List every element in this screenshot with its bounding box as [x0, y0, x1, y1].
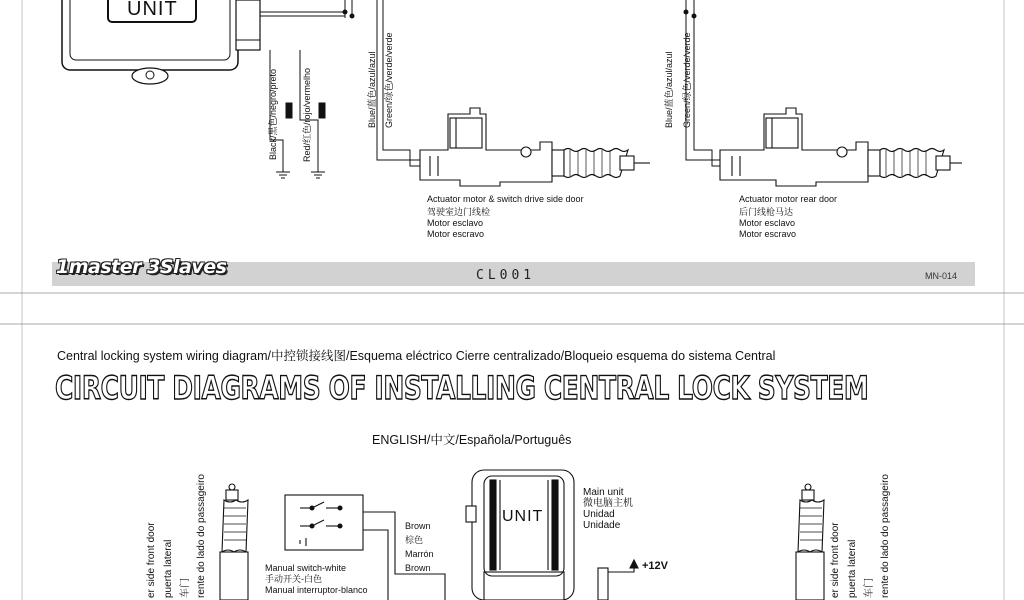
- footer-band: [52, 256, 975, 286]
- brown-wire-caption: [405, 519, 434, 575]
- band-code: CL001: [476, 268, 536, 283]
- diagram-title: CIRCUIT DIAGRAMS OF INSTALLING CENTRAL LOCK SYSTEM: [55, 369, 869, 407]
- green-wire-label-left: Green/绿色/verde/verde: [384, 32, 394, 128]
- actuator-drive-caption: [427, 194, 584, 240]
- bottom-unit-label: UNIT: [502, 508, 544, 525]
- left-door-label-3: 车门: [180, 578, 191, 598]
- caption-line: Motor esclavo: [739, 218, 796, 228]
- caption-line: Actuator motor rear door: [739, 194, 838, 204]
- caption-line: Unidad: [583, 509, 615, 520]
- caption-line: Motor escravo: [739, 229, 797, 239]
- diagram-subtitle: Central locking system wiring diagram/中控锁接线图/Esquema eléctrico Cierre centralizado/Bloqueio esquema do sistema Central: [57, 349, 776, 363]
- caption-line: Unidade: [583, 520, 621, 531]
- red-wire-label: Red/红色/rojo/vermelho: [302, 67, 312, 162]
- band-title: 1master 3Slaves: [56, 256, 227, 278]
- actuator-rear: [720, 108, 962, 186]
- left-door-label-1: er side front door: [146, 522, 157, 598]
- caption-line: Main unit: [583, 487, 624, 498]
- right-door-label-1: er side front door: [830, 522, 841, 598]
- caption-line: 驾驶室边门线检: [427, 207, 491, 217]
- caption-line: 微电脑主机: [583, 498, 633, 509]
- right-door-label-4: rente do lado do passageiro: [880, 474, 891, 598]
- caption-line: 棕色: [405, 535, 424, 545]
- actuator-drive-side: [420, 108, 650, 186]
- caption-line: 手动开关-白色: [265, 574, 322, 584]
- blue-wire-label-left: Blue/蓝色/azul/azul: [367, 51, 377, 128]
- power-label: +12V: [642, 560, 668, 572]
- manual-switch-caption: [265, 563, 368, 596]
- caption-line: Marrón: [405, 549, 434, 559]
- main-unit-caption: [583, 487, 633, 531]
- caption-line: Actuator motor & switch drive side door: [427, 194, 584, 204]
- left-door-label-4: rente do lado do passageiro: [196, 474, 207, 598]
- green-wire-label-right: Green/绿色/verde/verde: [682, 32, 692, 128]
- caption-line: Motor esclavo: [427, 218, 484, 228]
- actuator-rear-caption: [739, 194, 837, 240]
- caption-line: Manual interruptor-blanco: [265, 585, 368, 595]
- caption-line: Motor escravo: [427, 229, 485, 239]
- caption-line: 后门线枪马达: [739, 207, 794, 217]
- right-door-label-2: puerta lateral: [847, 539, 858, 598]
- caption-line: Brown: [405, 521, 431, 531]
- caption-line: Brown: [405, 563, 431, 573]
- left-door-label-2: puerta lateral: [163, 539, 174, 598]
- black-wire-label: Black/黑色/negro/preto: [268, 68, 278, 160]
- top-unit-label: UNIT: [127, 0, 178, 20]
- right-door-label-3: 车门: [864, 578, 875, 598]
- languages-label: ENGLISH/中文/Española/Português: [372, 433, 572, 447]
- caption-line: Manual switch-white: [265, 563, 347, 573]
- blue-wire-label-right: Blue/蓝色/azul/azul: [664, 51, 674, 128]
- band-model: MN-014: [924, 271, 957, 281]
